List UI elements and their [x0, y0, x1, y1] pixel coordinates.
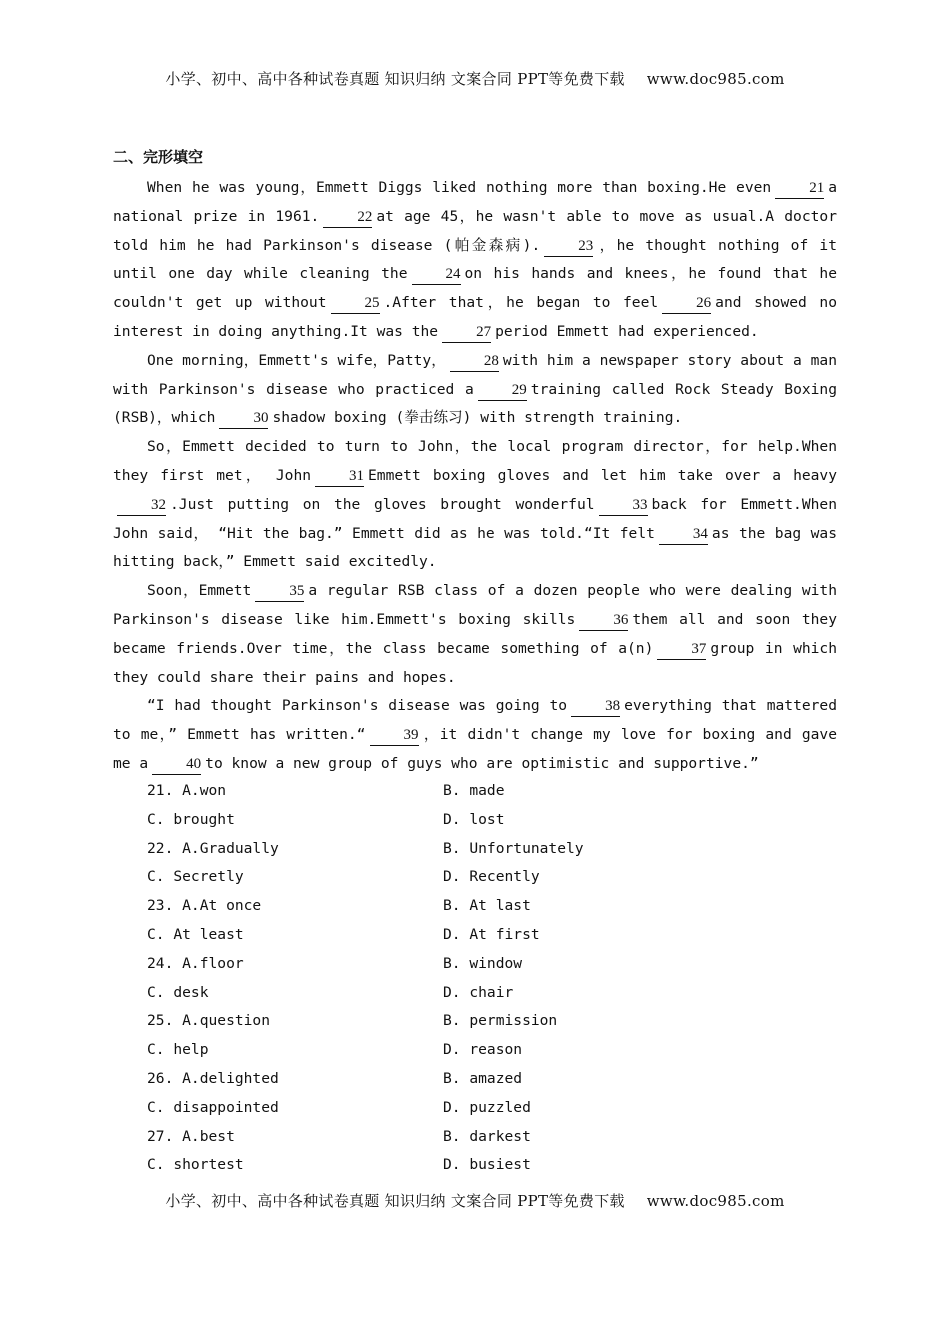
passage-text: and showed no interest in doing anything.It was the	[113, 294, 837, 340]
option-right: B. permission	[443, 1012, 558, 1030]
passage-text: .Just putting on the gloves brought wonderful	[170, 495, 595, 513]
option-right: B. window	[443, 954, 523, 972]
option-row	[147, 1007, 747, 1036]
option-left: C. desk	[147, 983, 209, 1001]
option-right: D. Recently	[443, 868, 540, 886]
blank-37: 37	[657, 639, 706, 660]
passage-text: .After that，he began to feel	[383, 294, 659, 312]
passage-text: them all and soon they became friends.Over time，the class became something of a(n)	[113, 610, 837, 657]
footer-text: 小学、初中、高中各种试卷真题 知识归纳 文案合同 PPT等免费下载	[165, 1192, 625, 1210]
passage-text: everything that mattered to me，” Emmett has written.“	[113, 697, 838, 744]
page-footer	[0, 1190, 950, 1211]
option-left: 21. A.won	[147, 782, 227, 799]
section-title: 二、完形填空	[113, 148, 204, 166]
blank-28: 28	[450, 351, 499, 372]
option-left: 22. A.Gradually	[147, 839, 279, 857]
option-right: D. puzzled	[443, 1098, 531, 1116]
passage-text: When he was young，Emmett Diggs liked nothing more than boxing.He even	[147, 179, 772, 196]
option-row	[147, 979, 747, 1008]
passage-text: as the bag was hitting back，” Emmett said excitedly.	[113, 524, 837, 571]
option-left: 27. A.best	[147, 1127, 235, 1145]
option-left: C. shortest	[147, 1156, 244, 1174]
option-right: D. lost	[443, 810, 505, 828]
passage-text: group in which they could share their pains and hopes.	[113, 639, 837, 686]
option-right: B. darkest	[443, 1127, 531, 1145]
passage-paragraph-4	[113, 577, 837, 692]
option-row	[147, 950, 747, 979]
option-row	[147, 863, 747, 892]
blank-35: 35	[255, 581, 304, 602]
blank-26: 26	[662, 293, 711, 314]
blank-23: 23	[544, 236, 593, 257]
blank-33: 33	[599, 495, 648, 516]
option-row	[147, 1094, 747, 1123]
option-row	[147, 835, 747, 864]
option-right: B. Unfortunately	[443, 839, 584, 857]
option-left: C. Secretly	[147, 868, 244, 886]
option-left: 25. A.question	[147, 1012, 271, 1030]
passage-text: a regular RSB class of a dozen people who were dealing with Parkinson's disease like him.Emmett's boxing skills	[113, 582, 837, 628]
blank-24: 24	[412, 264, 461, 285]
page-header	[0, 68, 950, 89]
option-right: D. reason	[443, 1041, 523, 1059]
option-right: B. At last	[443, 897, 531, 915]
blank-36: 36	[579, 610, 628, 631]
passage-paragraph-1	[113, 174, 837, 347]
passage-text: to know a new group of guys who are optimistic and supportive.”	[205, 754, 759, 772]
option-row	[147, 921, 747, 950]
option-row	[147, 1151, 747, 1180]
blank-40: 40	[152, 754, 201, 775]
option-row	[147, 1036, 747, 1065]
option-left: C. brought	[147, 810, 235, 828]
blank-34: 34	[659, 524, 708, 545]
blank-31: 31	[315, 466, 364, 487]
header-text: 小学、初中、高中各种试卷真题 知识归纳 文案合同 PPT等免费下载	[165, 70, 625, 88]
option-right: B. made	[443, 782, 505, 799]
option-right: B. amazed	[443, 1069, 523, 1087]
option-left: C. At least	[147, 925, 244, 943]
blank-39: 39	[370, 725, 419, 746]
blank-25: 25	[331, 293, 380, 314]
passage-text: a national prize in 1961.	[113, 179, 837, 225]
passage-text: on his hands and knees，he found that he couldn't get up without	[113, 265, 838, 312]
passage-text: Emmett boxing gloves and let him take over a heavy	[368, 466, 837, 484]
option-left: 23. A.At once	[147, 897, 262, 915]
option-left: 24. A.floor	[147, 954, 244, 972]
passage-text: period Emmett had experienced.	[495, 322, 759, 340]
option-left: 26. A.delighted	[147, 1069, 279, 1087]
passage-paragraph-2	[113, 347, 837, 433]
passage-text: shadow boxing (拳击练习) with strength training.	[272, 409, 683, 427]
footer-site: www.doc985.com	[646, 1192, 785, 1210]
option-right: D. At first	[443, 925, 540, 943]
option-right: D. busiest	[443, 1156, 531, 1174]
passage-text: One morning，Emmett's wife，Patty，	[147, 351, 446, 369]
blank-27: 27	[442, 322, 491, 343]
passage-text: ，he thought nothing of it until one day while cleaning the	[113, 236, 837, 283]
option-left: C. disappointed	[147, 1098, 279, 1116]
option-row	[147, 1123, 747, 1152]
blank-30: 30	[219, 408, 268, 429]
passage-text: with him a newspaper story about a man with Parkinson's disease who practiced a	[113, 351, 837, 398]
passage-text: Soon，Emmett	[147, 582, 252, 600]
passage-text: So，Emmett decided to turn to John，the local program director，for help.When they first met， John	[113, 438, 837, 484]
option-row	[147, 892, 747, 921]
option-row	[147, 806, 747, 835]
passage-text: training called Rock Steady Boxing (RSB)，which	[113, 380, 837, 427]
header-site: www.doc985.com	[646, 70, 785, 88]
option-left: C. help	[147, 1041, 209, 1059]
option-row	[147, 1065, 747, 1094]
option-row	[147, 777, 747, 806]
blank-38: 38	[571, 696, 620, 717]
passage-text: back for Emmett.When John said， “Hit the bag.” Emmett did as he was told.“It felt	[113, 495, 837, 542]
option-right: D. chair	[443, 983, 514, 1001]
blank-22: 22	[323, 207, 372, 228]
passage-text: ，it didn't change my love for boxing and gave me a	[113, 726, 838, 772]
answer-options	[147, 777, 747, 1180]
passage-text: “I had thought Parkinson's disease was going to	[147, 697, 568, 715]
passage-paragraph-3	[113, 433, 837, 577]
cloze-passage	[113, 174, 837, 779]
passage-paragraph-5	[113, 692, 837, 778]
passage-text: at age 45，he wasn't able to move as usual.A doctor told him he had Parkinson's disease (帕金森病).	[113, 207, 837, 254]
blank-29: 29	[478, 380, 527, 401]
blank-32: 32	[117, 495, 166, 516]
blank-21: 21	[775, 178, 824, 199]
